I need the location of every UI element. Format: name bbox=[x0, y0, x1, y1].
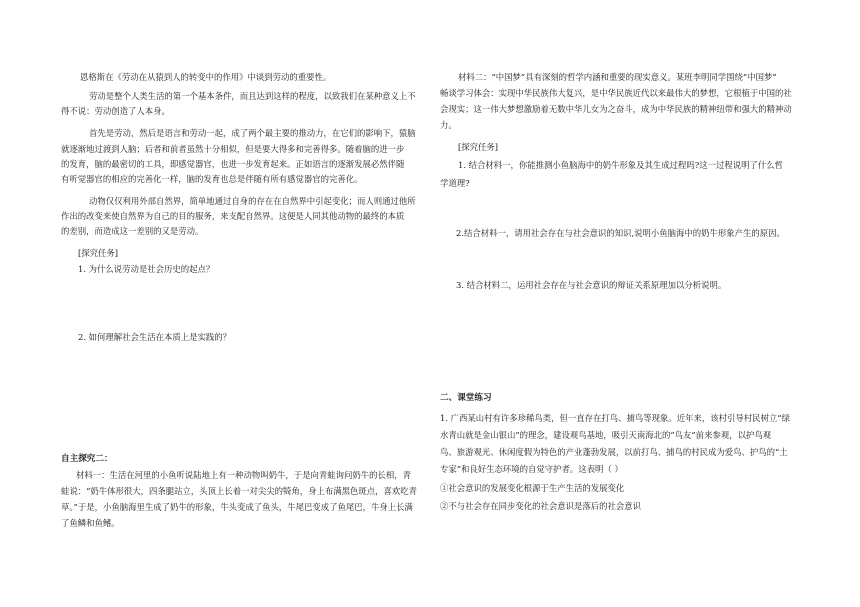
section-title: 二、课堂练习 bbox=[440, 393, 492, 403]
material-line: 会现实；这一伟大梦想激励着无数中华儿女为之奋斗，成为中华民族的精神纽带和强大的精神动 bbox=[440, 104, 792, 114]
exercise-line: 专家”和良好生态环境的自觉守护者。这表明（ ） bbox=[440, 464, 623, 474]
paragraph-line: 首先是劳动，然后是语言和劳动一起，成了两个最主要的推动力，在它们的影响下，猿脑 bbox=[89, 128, 416, 138]
paragraph-line: 就逐渐地过渡到人脑；后者和前者虽然十分相似，但是要大得多和完善得多。随着脑的进一步 bbox=[61, 144, 405, 154]
intro-line: 恩格斯在《劳动在从猿到人的转变中的作用》中谈到劳动的重要性。 bbox=[80, 72, 332, 82]
question-line: 学道理? bbox=[440, 178, 470, 188]
paragraph-line: 得不说：劳动创造了人本身。 bbox=[61, 106, 170, 116]
question-line: 1. 结合材料一，你能推测小鱼脑海中的奶牛形象及其生成过程吗?这一过程说明了什么哲 bbox=[458, 160, 784, 170]
exercise-line: 鸟、旅游观光、休闲度假为特色的产业蓬勃发展，以前打鸟、捕鸟的村民成为爱鸟、护鸟的“土 bbox=[440, 447, 788, 457]
option-1: ①社会意识的发展变化根源于生产生活的发展变化 bbox=[440, 483, 625, 493]
paragraph-line: 劳动是整个人类生活的第一个基本条件，而且达到这样的程度，以致我们在某种意义上不 bbox=[89, 91, 416, 101]
material-line: 材料二：“中国梦”具有深刻的哲学内涵和重要的现实意义。某班李明同学围绕“中国梦” bbox=[458, 72, 777, 82]
material-line: 蛙说：“奶牛体形很大，四条腿站立，头顶上长着一对尖尖的犄角，身上布满黑色斑点，喜欢吃青 bbox=[61, 486, 418, 496]
paragraph-line: 动物仅仅利用外部自然界，简单地通过自身的存在在自然界中引起变化；而人则通过他所 bbox=[89, 196, 416, 206]
question-2: 2. 如何理解社会生活在本质上是实践的？ bbox=[78, 332, 232, 342]
material-line: 草。”于是，小鱼脑海里生成了奶牛的形象，牛头变成了鱼头，牛尾巴变成了鱼尾巴，牛身上长满 bbox=[61, 502, 413, 512]
question-1: 1. 为什么说劳动是社会历史的起点？ bbox=[78, 264, 215, 274]
exercise-line: 1. 广西某山村有许多珍稀鸟类，但一直存在打鸟、捕鸟等现象。近年来，该村引导村民树立“绿 bbox=[440, 413, 790, 423]
material-line: 材料一：生活在河里的小鱼听说陆地上有一种动物叫奶牛，于是向青蛙询问奶牛的长相，青 bbox=[76, 470, 411, 480]
paragraph-line: 的发育，脑的最密切的工具，即感觉器官，也进一步发育起来。正如语言的逐渐发展必然伴随 bbox=[61, 159, 405, 169]
section-title: 自主探究二： bbox=[61, 454, 113, 464]
task-label: [探究任务] bbox=[78, 248, 119, 258]
question-2: 2.结合材料一，请用社会存在与社会意识的知识,说明小鱼脑海中的奶牛形象产生的原因。 bbox=[456, 228, 785, 238]
paragraph-line: 的差别，而造成这一差别的又是劳动。 bbox=[61, 226, 204, 236]
material-line: 力。 bbox=[440, 120, 457, 130]
question-3: 3. 结合材料二，运用社会存在与社会意识的辩证关系原理加以分析说明。 bbox=[456, 280, 727, 290]
task-label: [探究任务] bbox=[458, 142, 499, 152]
paragraph-line: 有听觉器官的相应的完善化一样，脑的发育也总是伴随有所有感觉器官的完善化。 bbox=[61, 174, 363, 184]
material-line: 畅谈学习体会：实现中华民族伟大复兴，是中华民族近代以来最伟大的梦想，它根植于中国的社 bbox=[440, 88, 792, 98]
exercise-line: 水青山就是金山银山”的理念，建设观鸟基地，吸引天南海北的“鸟友”前来参观，以护鸟观 bbox=[440, 430, 772, 440]
material-line: 了鱼鳞和鱼鳍。 bbox=[61, 518, 120, 528]
paragraph-line: 作出的改变来使自然界为自己的目的服务，来支配自然界。这便是人同其他动物的最终的本质 bbox=[61, 211, 405, 221]
option-2: ②不与社会存在同步变化的社会意识是落后的社会意识 bbox=[440, 501, 641, 511]
